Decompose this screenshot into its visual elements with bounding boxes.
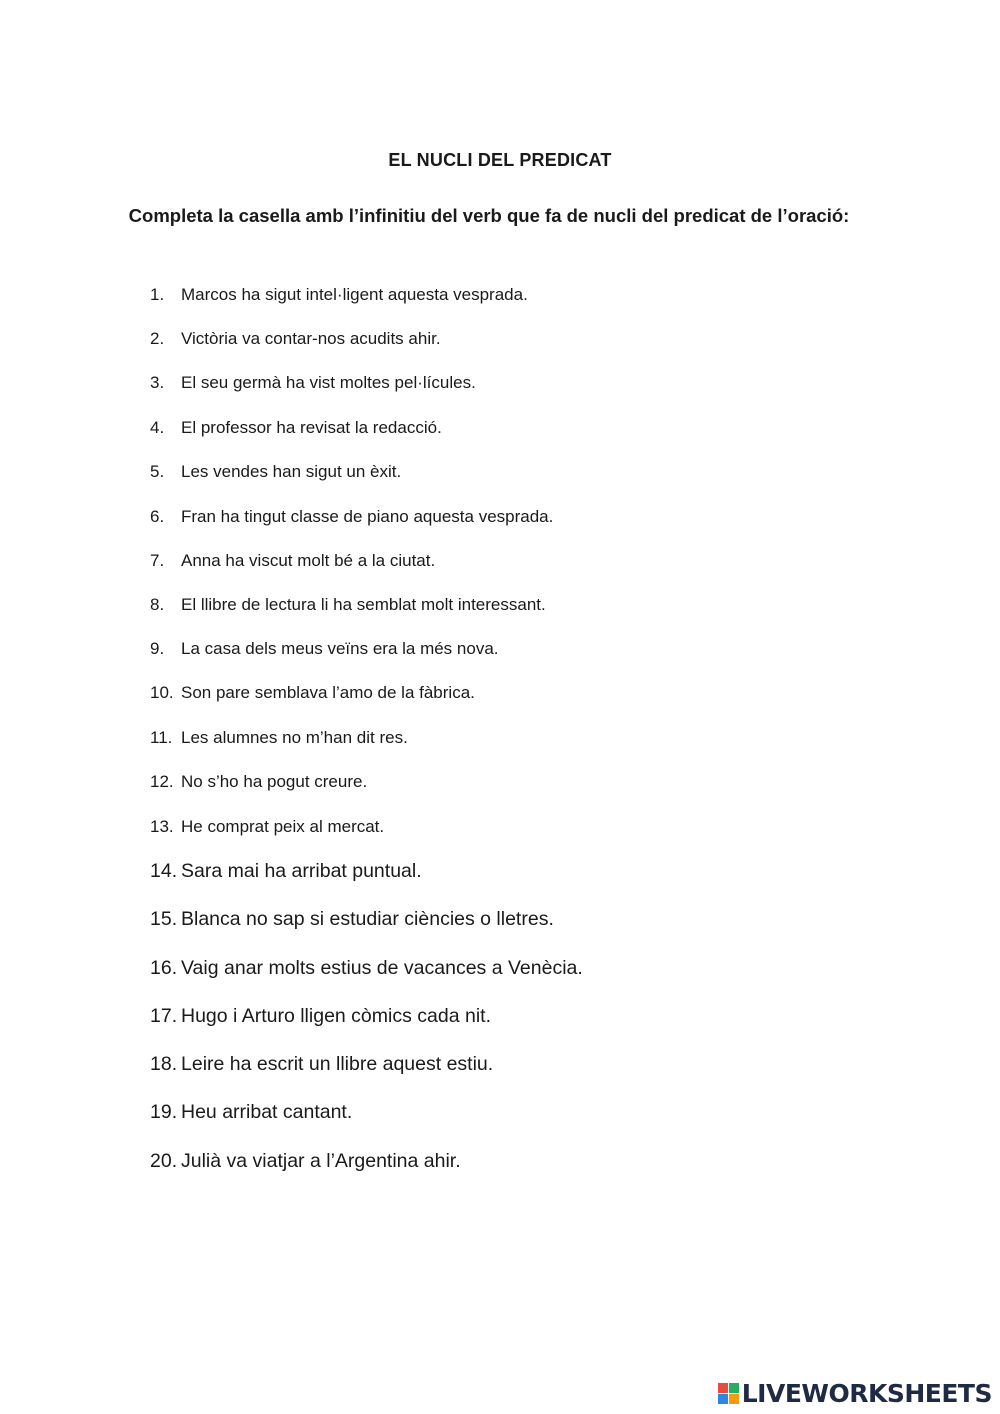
item-number: 2. [150, 329, 165, 348]
item-text: Julià va viatjar a l’Argentina ahir. [181, 1150, 461, 1172]
item-number: 11. [150, 728, 173, 747]
item-number: 15. [150, 908, 178, 930]
item-number: 3. [150, 373, 165, 392]
item-text: Sara mai ha arribat puntual. [181, 860, 422, 882]
list-item [150, 418, 442, 438]
page-title: EL NUCLI DEL PREDICAT [388, 150, 612, 170]
item-text: Leire ha escrit un llibre aquest estiu. [181, 1053, 494, 1075]
item-text: El llibre de lectura li ha semblat molt interessant. [181, 595, 546, 614]
item-text: Anna ha viscut molt bé a la ciutat. [181, 551, 436, 570]
liveworksheets-logo[interactable] [718, 1378, 992, 1408]
item-text: Hugo i Arturo lligen còmics cada nit. [181, 1005, 491, 1027]
list-item [150, 728, 408, 748]
list-item [150, 595, 546, 615]
logo-badge-orange [729, 1394, 739, 1404]
list-item [150, 1053, 493, 1076]
item-text: Fran ha tingut classe de piano aquesta vesprada. [181, 507, 554, 526]
list-item [150, 817, 384, 837]
item-number: 5. [150, 462, 165, 481]
logo-badge-green [729, 1383, 739, 1393]
list-item [150, 285, 528, 305]
item-text: El seu germà ha vist moltes pel·lícules. [181, 373, 476, 392]
item-text: Victòria va contar-nos acudits ahir. [181, 329, 441, 348]
list-item [150, 462, 401, 482]
list-item [150, 373, 476, 393]
item-number: 8. [150, 595, 165, 614]
item-number: 9. [150, 639, 165, 658]
item-number: 16. [150, 957, 178, 979]
list-item [150, 1101, 352, 1124]
list-item [150, 772, 367, 792]
list-item [150, 507, 553, 527]
item-number: 7. [150, 551, 165, 570]
item-text: No s’ho ha pogut creure. [181, 772, 368, 791]
logo-badge-icon [718, 1383, 739, 1404]
item-number: 10. [150, 683, 174, 702]
item-number: 13. [150, 817, 174, 836]
list-item [150, 957, 583, 980]
item-text: Vaig anar molts estius de vacances a Venècia. [181, 957, 583, 979]
item-number: 1. [150, 285, 165, 304]
item-text: Blanca no sap si estudiar ciències o lletres. [181, 908, 554, 930]
item-number: 12. [150, 772, 174, 791]
list-item [150, 551, 435, 571]
item-number: 4. [150, 418, 165, 437]
item-text: Les vendes han sigut un èxit. [181, 462, 402, 481]
item-text: Les alumnes no m’han dit res. [181, 728, 408, 747]
list-item [150, 639, 499, 659]
item-number: 18. [150, 1053, 178, 1075]
logo-text: LIVEWORKSHEETS [741, 1378, 992, 1408]
item-number: 14. [150, 860, 178, 882]
item-text: He comprat peix al mercat. [181, 817, 385, 836]
logo-badge-red [718, 1383, 728, 1393]
list-item [150, 1150, 461, 1173]
list-item [150, 1005, 491, 1028]
item-number: 6. [150, 507, 165, 526]
list-item [150, 683, 475, 703]
item-text: Son pare semblava l’amo de la fàbrica. [181, 683, 475, 702]
item-number: 20. [150, 1150, 178, 1172]
item-number: 17. [150, 1005, 178, 1027]
instruction-text: Completa la casella amb l’infinitiu del verb que fa de nucli del predicat de l’oració: [128, 205, 850, 226]
item-number: 19. [150, 1101, 178, 1123]
list-item [150, 908, 554, 931]
item-text: El professor ha revisat la redacció. [181, 418, 442, 437]
logo-badge-blue [718, 1394, 728, 1404]
list-item [150, 329, 441, 349]
item-text: La casa dels meus veïns era la més nova. [181, 639, 499, 658]
item-text: Heu arribat cantant. [181, 1101, 353, 1123]
list-item [150, 860, 422, 883]
item-text: Marcos ha sigut intel·ligent aquesta vesprada. [181, 285, 528, 304]
